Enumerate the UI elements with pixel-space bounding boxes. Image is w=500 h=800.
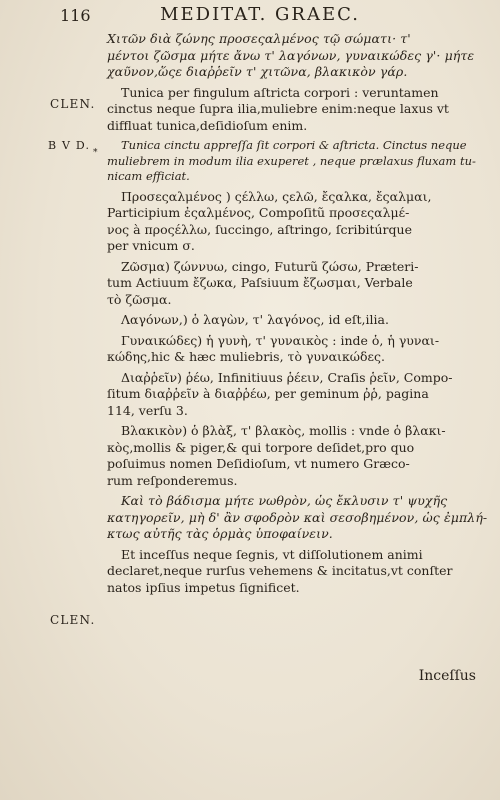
margin-label-clen: CLEN.	[50, 97, 96, 111]
text-line: Tunica per fingulum aſtricta corpori : veruntamen	[121, 84, 439, 100]
text-line: κὸς,mollis & piger,& qui torpore deſidet,pro quo	[107, 439, 415, 455]
text-line: tum Actiuum ἔζωκα, Paſsiuum ἔζωσμαι, Verbale	[107, 275, 413, 290]
text-line: κατηγορεῖν, μὴ δ' ἂν σφοδρὸν καὶ σεσοβημένον, ὡς ἐμπλή-	[107, 509, 488, 525]
text-line: μέντοι ζῶσμα μήτε ἄνω τ' λαγόνων, γυναικώδες γ'· μήτε	[107, 47, 475, 63]
catchword: Inceſſus	[418, 668, 476, 684]
greek-passage-2	[107, 493, 488, 543]
clenardus-translation-1	[107, 85, 475, 135]
margin-label-bud: B V D.	[48, 139, 91, 152]
note-lagonon	[107, 312, 475, 329]
text-line: per vnicum σ.	[107, 238, 195, 253]
greek-passage-1	[107, 31, 475, 81]
text-line: Χιτῶν διὰ ζώνης προσεςαλμένος τῷ σώματι· τ'	[107, 31, 411, 46]
page-number: 116	[60, 6, 91, 25]
note-prosestalmenos	[107, 189, 475, 255]
note-diarrhein	[107, 370, 475, 420]
text-line: declaret,neque rurſus vehemens & incitatus,vt conſter	[107, 563, 453, 578]
text-line: νος à προςέλλω, ſuccingo, aſtringo, ſcribitúrque	[107, 221, 412, 237]
text-line: nicam efficiat.	[107, 169, 190, 183]
page-body	[107, 31, 488, 596]
text-line: muliebrem in modum ilia exuperet , neque prælaxus fluxam tu-	[107, 153, 476, 168]
text-line: poſuimus nomen Deſidioſum, vt numero Græco-	[107, 456, 410, 471]
text-line: Λαγόνων,) ὁ λαγὼν, τ' λαγόνος, id eſt,ilia.	[121, 312, 389, 327]
text-line: χαῦνον,ὥςε διαῤῥεῖν τ' χιτῶνα, βλακικὸν γάρ.	[107, 64, 408, 79]
text-line: Participium ἐςαλμένος, Compoſitũ προσεςαλμέ-	[107, 205, 410, 220]
marginal-mark: *	[93, 148, 98, 158]
text-line: τὸ ζῶσμα.	[107, 291, 172, 307]
text-line: Ζῶσμα) ζώννυω, cingo, Futurũ ζώσω, Præteri-	[121, 258, 419, 274]
text-line: diffluat tunica,deſidioſum enim.	[107, 117, 308, 133]
note-zosma	[107, 259, 475, 309]
note-blakikon	[107, 423, 475, 489]
text-line: Tunica cinctu appreſſa ſit corpori & aſtricta. Cinctus neque	[121, 138, 467, 152]
text-line: Καὶ τὸ βάδισμα μήτε νωθρὸν, ὡς ἔκλυσιν τ' ψυχῆς	[121, 493, 448, 508]
budaeus-translation	[107, 138, 475, 185]
text-line: Γυναικώδες) ἡ γυνὴ, τ' γυναικὸς : inde ὁ, ἡ γυναι-	[121, 332, 440, 348]
text-line: ſitum διαῤῥεῖν à διαῤῥέω, per geminum ῤῥ, pagina	[107, 386, 429, 401]
text-line: κώδης,hic & hæc muliebris, τὸ γυναικώδες.	[107, 349, 385, 364]
text-line: κτως αὐτῆς τὰς ὁρμὰς ὑποφαίνειν.	[107, 526, 333, 541]
text-line: rum reſponderemus.	[107, 472, 238, 488]
text-line: Διαῤῥεῖν) ῥέω, Infinitiuus ῥέειν, Craſis ῥεῖν, Compo-	[121, 369, 453, 385]
page-header	[60, 6, 460, 28]
running-head: MEDITAT. GRAEC.	[160, 4, 360, 25]
text-line: natos ipſius impetus ſignificet.	[107, 579, 300, 595]
text-line: Et inceſſus neque ſegnis, vt diſſolutionem animi	[121, 546, 423, 562]
clenardus-translation-2	[107, 547, 475, 597]
note-gynaikodes	[107, 333, 475, 366]
text-line: 114, verſu 3.	[107, 402, 188, 418]
text-line: Βλακικὸν) ὁ βλὰξ, τ' βλακὸς, mollis : vnde ὁ βλακι-	[121, 423, 446, 438]
text-line: Προσεςαλμένος ) ςέλλω, ςελῶ, ἔςαλκα, ἔςαλμαι,	[121, 188, 432, 204]
margin-label-clen-2: CLEN.	[50, 613, 96, 627]
text-line: cinctus neque ſupra ilia,muliebre enim:neque laxus vt	[107, 101, 449, 116]
